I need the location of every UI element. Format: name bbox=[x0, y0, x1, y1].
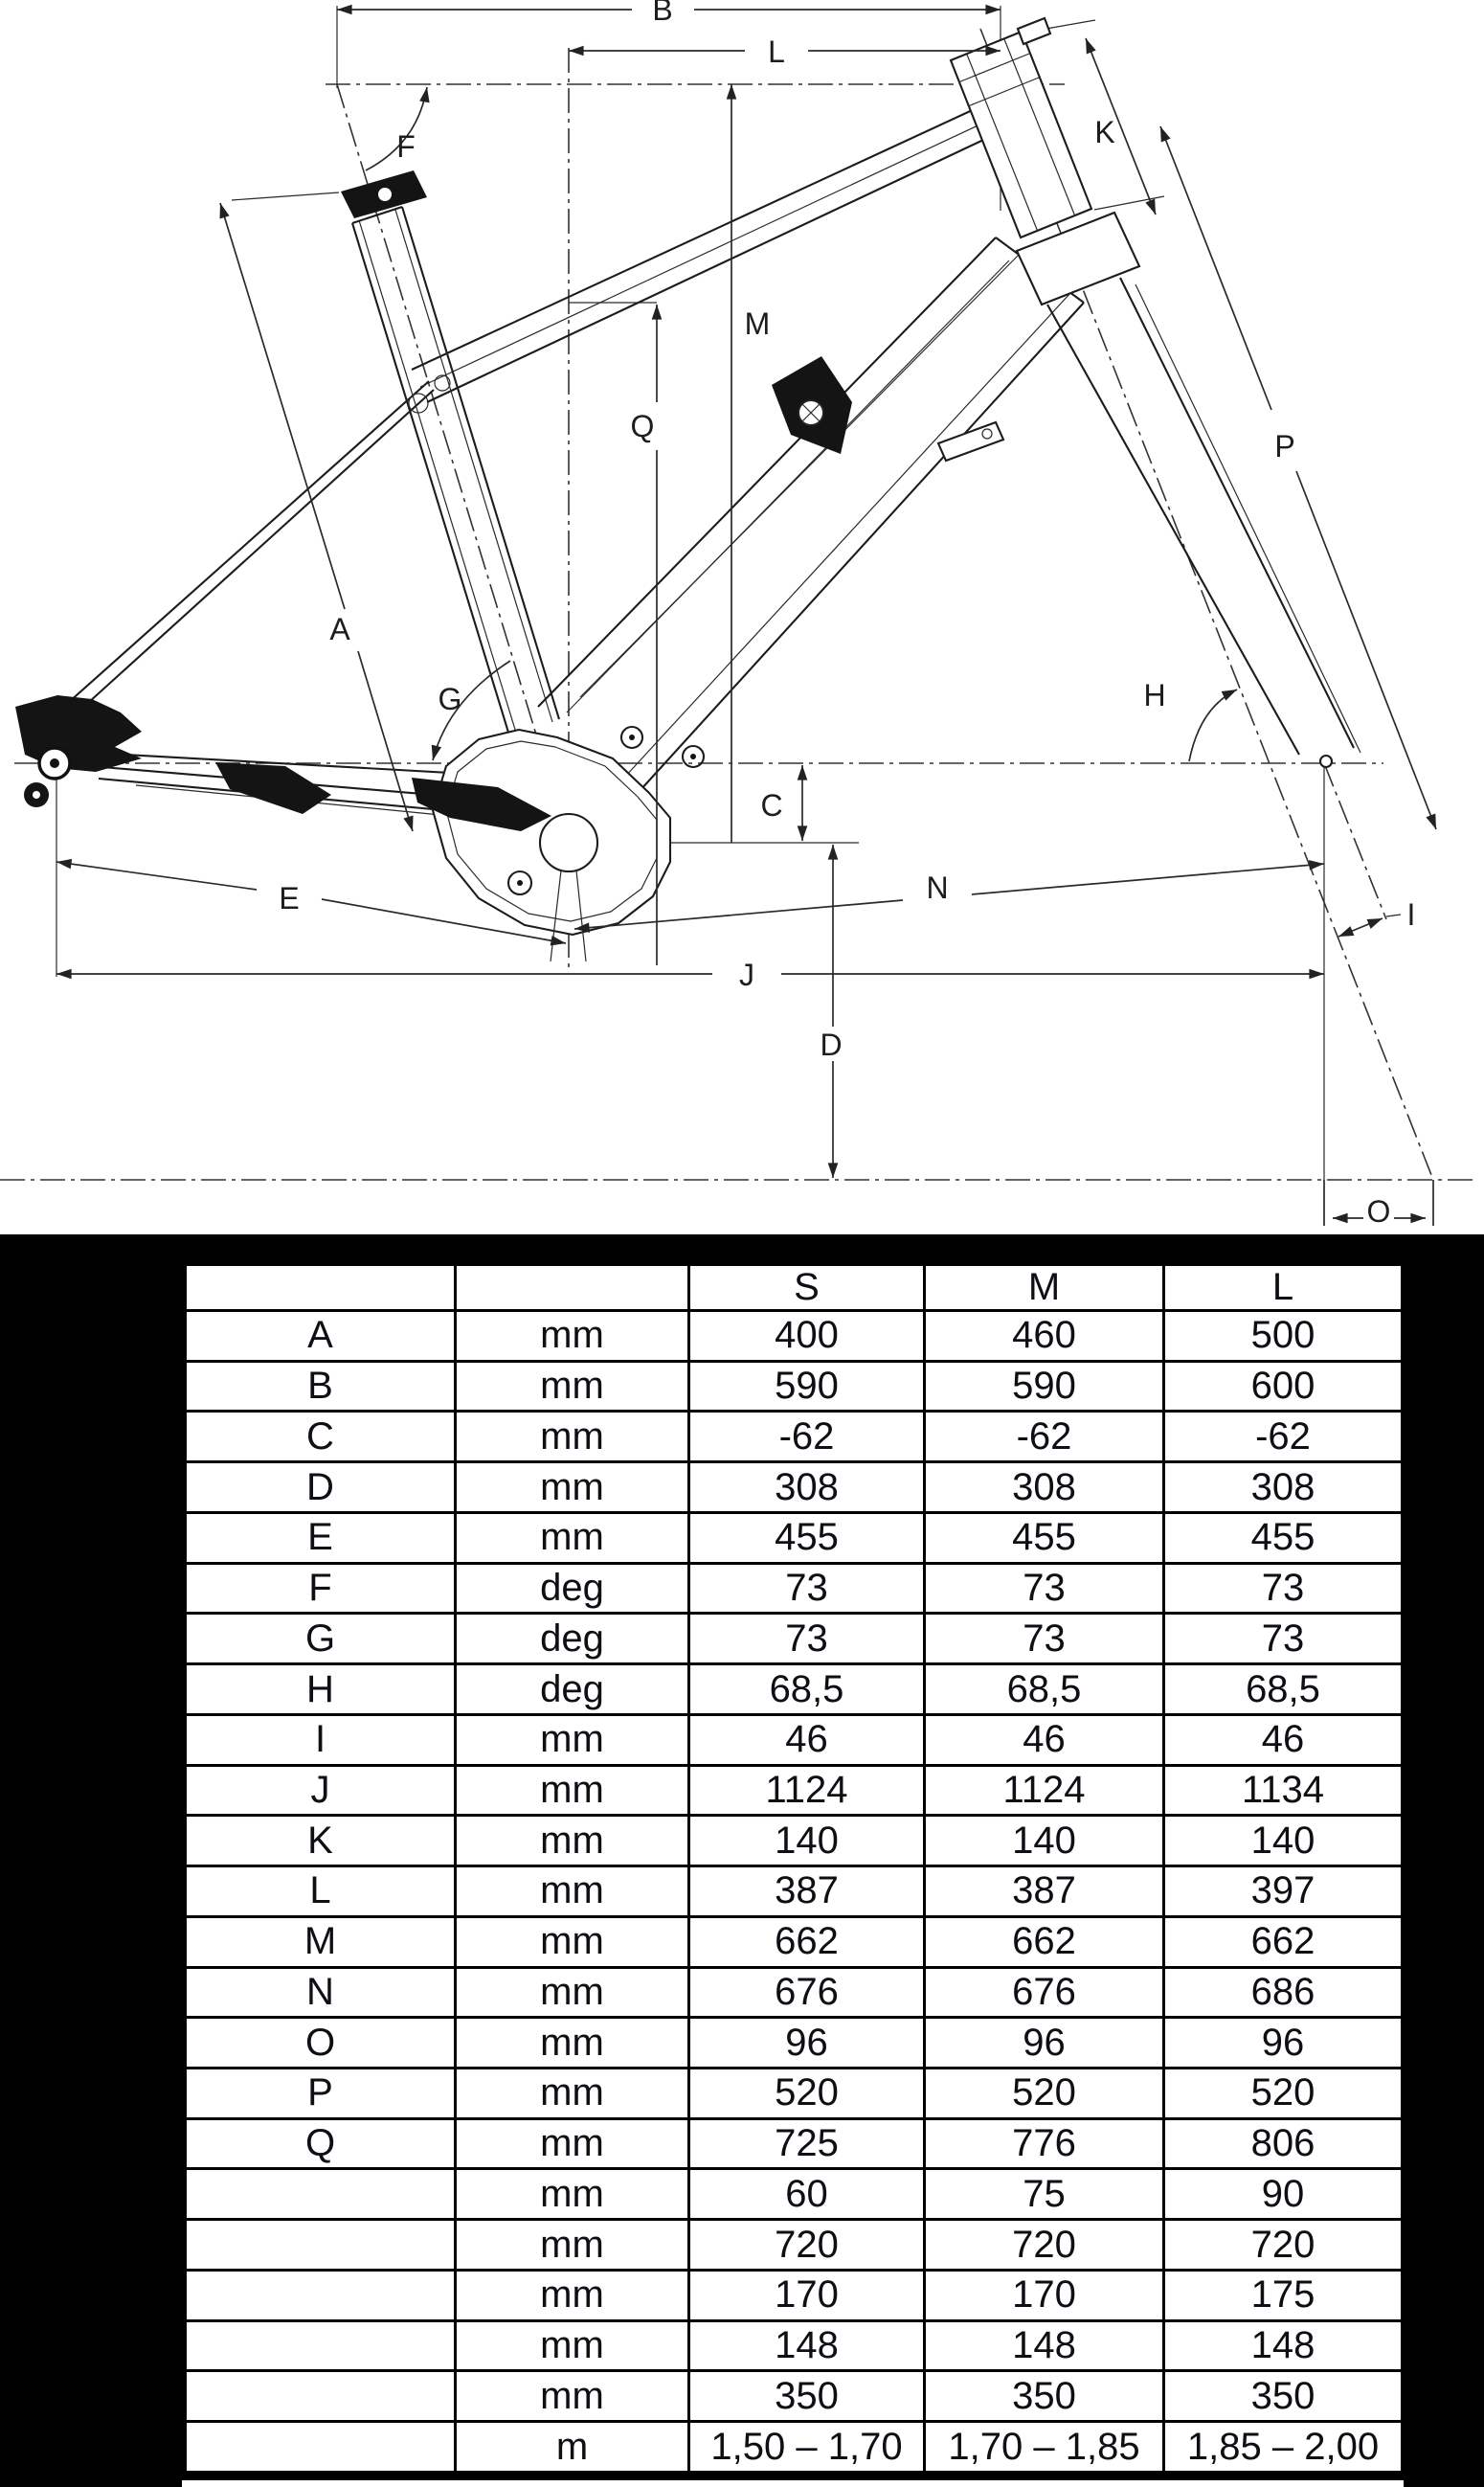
row-unit: deg bbox=[456, 1664, 689, 1715]
frame-geometry-diagram bbox=[0, 0, 1484, 1234]
table-row bbox=[185, 1967, 1404, 2018]
table-row bbox=[185, 1311, 1404, 1362]
frame-diagram-svg bbox=[0, 0, 1484, 1234]
cell-size-s: 725 bbox=[689, 2118, 925, 2169]
cell-size-l: 73 bbox=[1164, 1563, 1404, 1614]
cell-size-m: 520 bbox=[925, 2069, 1164, 2119]
cell-size-m: 46 bbox=[925, 1714, 1164, 1765]
geometry-table-body bbox=[185, 1311, 1404, 2474]
dim-label-g: G bbox=[438, 682, 462, 716]
row-label: L bbox=[185, 1866, 456, 1917]
cell-size-l: -62 bbox=[1164, 1412, 1404, 1462]
row-label: B bbox=[185, 1361, 456, 1412]
geometry-table-head bbox=[185, 1264, 1404, 1311]
cell-size-s: 400 bbox=[689, 1311, 925, 1362]
cell-size-s: 148 bbox=[689, 2320, 925, 2371]
cell-size-l: 806 bbox=[1164, 2118, 1404, 2169]
cell-size-l: 350 bbox=[1164, 2371, 1404, 2422]
table-row bbox=[185, 1664, 1404, 1715]
header-size-s: S bbox=[689, 1264, 925, 1311]
row-unit: mm bbox=[456, 1866, 689, 1917]
dim-label-i: I bbox=[1406, 897, 1416, 932]
cell-size-m: 662 bbox=[925, 1916, 1164, 1967]
row-unit: mm bbox=[456, 2270, 689, 2320]
cell-size-m: 460 bbox=[925, 1311, 1164, 1362]
table-row bbox=[185, 2270, 1404, 2320]
header-size-m: M bbox=[925, 1264, 1164, 1311]
dim-label-k: K bbox=[1094, 115, 1115, 149]
row-label: A bbox=[185, 1311, 456, 1362]
table-row bbox=[185, 1412, 1404, 1462]
cell-size-l: 90 bbox=[1164, 2169, 1404, 2220]
cell-size-l: 520 bbox=[1164, 2069, 1404, 2119]
table-row bbox=[185, 1512, 1404, 1563]
cell-size-m: 1,70 – 1,85 bbox=[925, 2422, 1164, 2474]
cell-size-l: 720 bbox=[1164, 2220, 1404, 2271]
row-unit: mm bbox=[456, 1765, 689, 1816]
row-label: H bbox=[185, 1664, 456, 1715]
row-label: M bbox=[185, 1916, 456, 1967]
dimension-lines bbox=[56, 10, 1436, 1226]
cell-size-s: 73 bbox=[689, 1563, 925, 1614]
dimension-labels bbox=[279, 0, 1415, 1229]
cell-size-m: 140 bbox=[925, 1816, 1164, 1866]
downtube-gusset bbox=[772, 356, 1003, 461]
cell-size-s: 350 bbox=[689, 2371, 925, 2422]
row-unit: m bbox=[456, 2422, 689, 2474]
cell-size-s: 455 bbox=[689, 1512, 925, 1563]
cell-size-s: 1,50 – 1,70 bbox=[689, 2422, 925, 2474]
cell-size-l: 68,5 bbox=[1164, 1664, 1404, 1715]
table-row bbox=[185, 2069, 1404, 2119]
row-label bbox=[185, 2220, 456, 2271]
cell-size-s: 676 bbox=[689, 1967, 925, 2018]
dim-label-j: J bbox=[739, 958, 754, 992]
cell-size-l: 175 bbox=[1164, 2270, 1404, 2320]
dim-label-l: L bbox=[768, 34, 785, 69]
cell-size-m: 387 bbox=[925, 1866, 1164, 1917]
cell-size-l: 73 bbox=[1164, 1614, 1404, 1664]
table-row bbox=[185, 2422, 1404, 2474]
dim-label-e: E bbox=[279, 881, 300, 916]
row-label bbox=[185, 2169, 456, 2220]
seat-clamp bbox=[341, 170, 427, 218]
dim-label-q: Q bbox=[630, 409, 655, 443]
cell-size-s: 308 bbox=[689, 1462, 925, 1513]
cell-size-l: 46 bbox=[1164, 1714, 1404, 1765]
geometry-table bbox=[182, 1261, 1405, 2476]
header-blank bbox=[185, 1264, 456, 1311]
table-row bbox=[185, 2018, 1404, 2069]
row-label: O bbox=[185, 2018, 456, 2069]
row-label: J bbox=[185, 1765, 456, 1816]
cell-size-m: 776 bbox=[925, 2118, 1164, 2169]
bottom-strip bbox=[182, 2480, 1404, 2487]
cell-size-s: 662 bbox=[689, 1916, 925, 1967]
row-label bbox=[185, 2371, 456, 2422]
row-label: K bbox=[185, 1816, 456, 1866]
table-row bbox=[185, 1866, 1404, 1917]
cell-size-l: 600 bbox=[1164, 1361, 1404, 1412]
row-unit: mm bbox=[456, 2018, 689, 2069]
row-unit: mm bbox=[456, 2371, 689, 2422]
dim-label-b: B bbox=[652, 0, 673, 27]
cell-size-s: 720 bbox=[689, 2220, 925, 2271]
row-label: G bbox=[185, 1614, 456, 1664]
cell-size-s: 387 bbox=[689, 1866, 925, 1917]
cell-size-l: 308 bbox=[1164, 1462, 1404, 1513]
dim-label-n: N bbox=[926, 870, 949, 905]
dim-label-o: O bbox=[1366, 1194, 1391, 1229]
cell-size-m: -62 bbox=[925, 1412, 1164, 1462]
row-label: F bbox=[185, 1563, 456, 1614]
cell-size-l: 397 bbox=[1164, 1866, 1404, 1917]
row-label: N bbox=[185, 1967, 456, 2018]
table-row bbox=[185, 1563, 1404, 1614]
table-row bbox=[185, 2320, 1404, 2371]
table-row bbox=[185, 1916, 1404, 1967]
dim-label-c: C bbox=[760, 788, 783, 823]
cell-size-s: 520 bbox=[689, 2069, 925, 2119]
row-label bbox=[185, 2270, 456, 2320]
cell-size-l: 140 bbox=[1164, 1816, 1404, 1866]
cell-size-l: 1134 bbox=[1164, 1765, 1404, 1816]
row-unit: mm bbox=[456, 1916, 689, 1967]
cell-size-l: 148 bbox=[1164, 2320, 1404, 2371]
row-label: I bbox=[185, 1714, 456, 1765]
table-row bbox=[185, 1462, 1404, 1513]
table-row bbox=[185, 1816, 1404, 1866]
dim-label-p: P bbox=[1274, 429, 1295, 463]
geometry-table-wrap bbox=[182, 1261, 1405, 2476]
dim-label-m: M bbox=[744, 306, 771, 341]
table-row bbox=[185, 1361, 1404, 1412]
row-label: C bbox=[185, 1412, 456, 1462]
row-label bbox=[185, 2422, 456, 2474]
header-row bbox=[185, 1264, 1404, 1311]
row-label: Q bbox=[185, 2118, 456, 2169]
row-unit: mm bbox=[456, 2069, 689, 2119]
cell-size-s: -62 bbox=[689, 1412, 925, 1462]
cell-size-m: 676 bbox=[925, 1967, 1164, 2018]
cell-size-s: 96 bbox=[689, 2018, 925, 2069]
row-unit: deg bbox=[456, 1563, 689, 1614]
dim-label-a: A bbox=[329, 612, 350, 646]
row-label: E bbox=[185, 1512, 456, 1563]
cell-size-s: 60 bbox=[689, 2169, 925, 2220]
table-row bbox=[185, 2169, 1404, 2220]
dim-label-d: D bbox=[820, 1028, 843, 1062]
cell-size-m: 96 bbox=[925, 2018, 1164, 2069]
cell-size-l: 1,85 – 2,00 bbox=[1164, 2422, 1404, 2474]
frame-tubes bbox=[59, 107, 1084, 821]
row-label bbox=[185, 2320, 456, 2371]
row-unit: mm bbox=[456, 1361, 689, 1412]
row-unit: mm bbox=[456, 1412, 689, 1462]
cell-size-m: 308 bbox=[925, 1462, 1164, 1513]
row-unit: mm bbox=[456, 1816, 689, 1866]
cell-size-l: 500 bbox=[1164, 1311, 1404, 1362]
dim-label-h: H bbox=[1143, 678, 1166, 712]
table-row bbox=[185, 2118, 1404, 2169]
cell-size-m: 455 bbox=[925, 1512, 1164, 1563]
cell-size-s: 73 bbox=[689, 1614, 925, 1664]
cell-size-m: 73 bbox=[925, 1614, 1164, 1664]
header-size-l: L bbox=[1164, 1264, 1404, 1311]
cell-size-m: 1124 bbox=[925, 1765, 1164, 1816]
cell-size-l: 662 bbox=[1164, 1916, 1404, 1967]
row-unit: mm bbox=[456, 1462, 689, 1513]
cell-size-s: 1124 bbox=[689, 1765, 925, 1816]
row-unit: mm bbox=[456, 2320, 689, 2371]
table-row bbox=[185, 2220, 1404, 2271]
cell-size-m: 170 bbox=[925, 2270, 1164, 2320]
row-unit: mm bbox=[456, 1512, 689, 1563]
cell-size-m: 148 bbox=[925, 2320, 1164, 2371]
row-unit: mm bbox=[456, 2220, 689, 2271]
row-unit: mm bbox=[456, 2118, 689, 2169]
cell-size-s: 140 bbox=[689, 1816, 925, 1866]
cell-size-s: 590 bbox=[689, 1361, 925, 1412]
cell-size-m: 720 bbox=[925, 2220, 1164, 2271]
table-row bbox=[185, 1714, 1404, 1765]
cell-size-m: 75 bbox=[925, 2169, 1164, 2220]
cell-size-s: 46 bbox=[689, 1714, 925, 1765]
cell-size-l: 96 bbox=[1164, 2018, 1404, 2069]
row-unit: mm bbox=[456, 1714, 689, 1765]
cell-size-s: 170 bbox=[689, 2270, 925, 2320]
row-unit: mm bbox=[456, 2169, 689, 2220]
centerlines bbox=[0, 29, 1478, 1180]
table-row bbox=[185, 1765, 1404, 1816]
table-row bbox=[185, 2371, 1404, 2422]
cell-size-m: 73 bbox=[925, 1563, 1164, 1614]
cell-size-s: 68,5 bbox=[689, 1664, 925, 1715]
row-label: P bbox=[185, 2069, 456, 2119]
cell-size-l: 455 bbox=[1164, 1512, 1404, 1563]
row-label: D bbox=[185, 1462, 456, 1513]
extension-lines bbox=[56, 6, 1401, 1180]
cell-size-m: 590 bbox=[925, 1361, 1164, 1412]
table-row bbox=[185, 1614, 1404, 1664]
cell-size-m: 68,5 bbox=[925, 1664, 1164, 1715]
header-blank bbox=[456, 1264, 689, 1311]
dim-label-f: F bbox=[396, 129, 416, 164]
cell-size-m: 350 bbox=[925, 2371, 1164, 2422]
cell-size-l: 686 bbox=[1164, 1967, 1404, 2018]
row-unit: mm bbox=[456, 1967, 689, 2018]
row-unit: mm bbox=[456, 1311, 689, 1362]
row-unit: deg bbox=[456, 1614, 689, 1664]
